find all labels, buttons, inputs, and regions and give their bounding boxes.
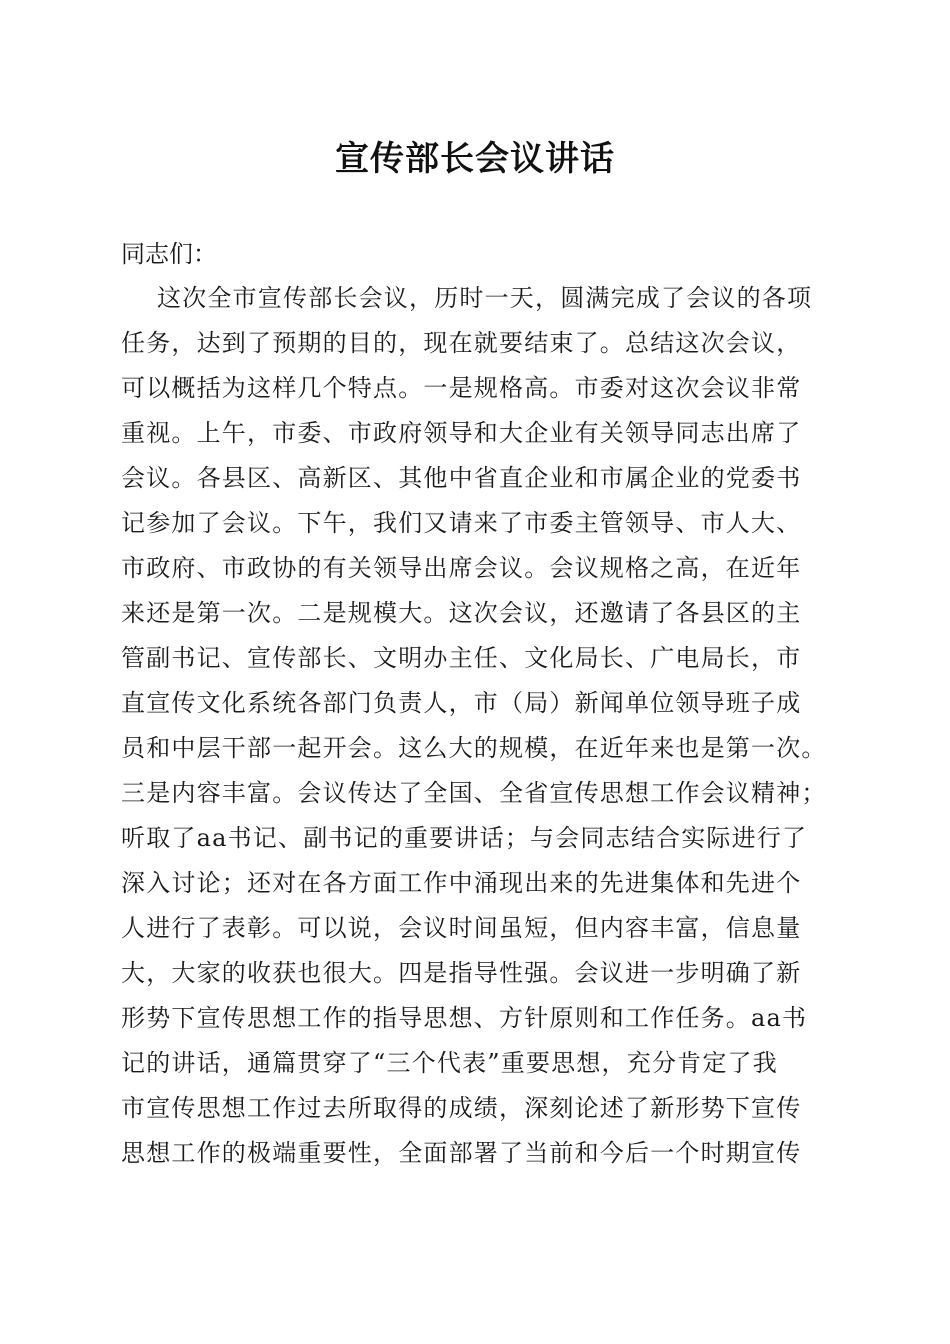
salutation: 同志们： [121, 240, 217, 268]
paragraph-line: 深入讨论；还对在各方面工作中涌现出来的先进集体和先进个 [121, 869, 802, 897]
body-paragraph [121, 276, 841, 1176]
paragraph-line: 市政府、市政协的有关领导出席会议。会议规格之高，在近年 [121, 554, 802, 582]
paragraph-line: 形势下宣传思想工作的指导思想、方针原则和工作任务。aa书 [121, 1004, 808, 1032]
paragraph-line: 重视。上午，市委、市政府领导和大企业有关领导同志出席了 [121, 419, 802, 447]
paragraph-line: 听取了aa书记、副书记的重要讲话；与会同志结合实际进行了 [121, 824, 808, 852]
paragraph-line: 人进行了表彰。可以说，会议时间虽短，但内容丰富，信息量 [121, 914, 802, 942]
paragraph-line: 可以概括为这样几个特点。一是规格高。市委对这次会议非常 [121, 374, 802, 402]
document-title: 宣传部长会议讲话 [335, 139, 615, 179]
paragraph-line: 记的讲话，通篇贯穿了“三个代表”重要思想，充分肯定了我 [121, 1049, 778, 1077]
paragraph-line: 思想工作的极端重要性，全面部署了当前和今后一个时期宣传 [121, 1139, 802, 1167]
paragraph-line: 员和中层干部一起开会。这么大的规模，在近年来也是第一次。 [121, 734, 827, 762]
paragraph-line: 来还是第一次。二是规模大。这次会议，还邀请了各县区的主 [121, 599, 802, 627]
paragraph-line: 管副书记、宣传部长、文明办主任、文化局长、广电局长，市 [121, 644, 802, 672]
paragraph-line: 这次全市宣传部长会议，历时一天，圆满完成了会议的各项 [157, 284, 813, 312]
paragraph-line: 直宣传文化系统各部门负责人，市（局）新闻单位领导班子成 [121, 689, 802, 717]
paragraph-line: 任务，达到了预期的目的，现在就要结束了。总结这次会议， [121, 329, 802, 357]
paragraph-line: 记参加了会议。下午，我们又请来了市委主管领导、市人大、 [121, 509, 802, 537]
paragraph-line: 三是内容丰富。会议传达了全国、全省宣传思想工作会议精神； [121, 779, 827, 807]
paragraph-line: 市宣传思想工作过去所取得的成绩，深刻论述了新形势下宣传 [121, 1094, 802, 1122]
paragraph-line: 大，大家的收获也很大。四是指导性强。会议进一步明确了新 [121, 959, 802, 987]
paragraph-line: 会议。各县区、高新区、其他中省直企业和市属企业的党委书 [121, 464, 802, 492]
